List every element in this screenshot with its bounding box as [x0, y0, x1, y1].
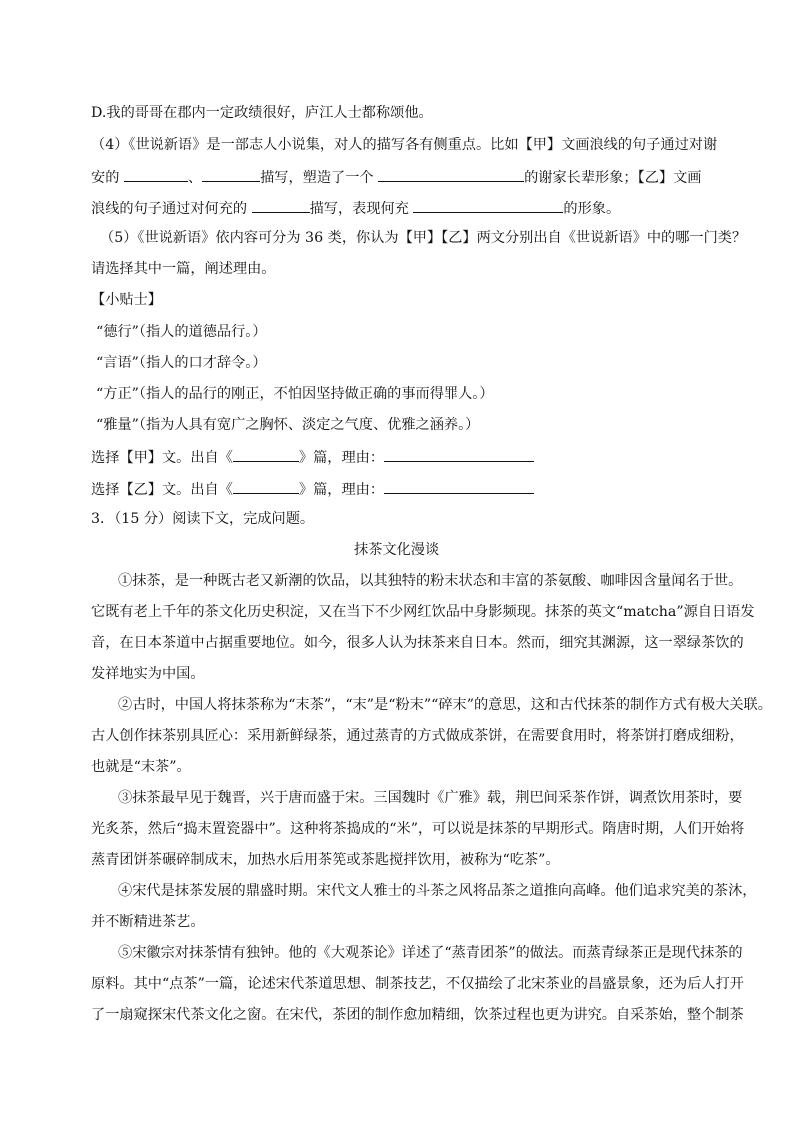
tips-heading: 【小贴士】: [91, 292, 162, 308]
selection-jia: 选择【甲】文。出自《 》篇，理由：: [91, 446, 534, 468]
paragraph-1: 它既有老上千年的茶文化历史积淀，又在当下不少网红饮品中身影频现。抹茶的英文“matcha”源自日语发: [91, 604, 755, 620]
question-4-line-1: （4）《世说新语》是一部志人小说集，对人的描写各有侧重点。比如【甲】文画浪线的句子通过对谢: [91, 137, 718, 153]
question-3-heading: 3．（15 分）阅读下文，完成问题。: [91, 511, 315, 527]
question-5-line-1: （5）《世说新语》依内容可分为 36 类，你认为【甲】【乙】两文分别出自《世说新语》中的哪一门类？: [100, 230, 747, 246]
paragraph-2: 古人创作抹茶别具匠心：采用新鲜绿茶，通过蒸青的方式做成茶饼，在需要食用时，将茶饼打磨成细粉，: [91, 728, 744, 744]
paragraph-3: 蒸青团饼茶碾碎制成末，加热水后用茶筅或茶匙搅拌饮用，被称为“吃茶”。: [91, 852, 560, 868]
paragraph-3: ③抹茶最早见于魏晋，兴于唐而盛于宋。三国魏时《广雅》载，荆巴间采茶作饼，调煮饮用茶时，要: [118, 790, 743, 806]
tip-item: “雅量”（指为人具有宽广之胸怀、淡定之气度、优雅之涵养。）: [96, 417, 480, 433]
paragraph-5: ⑤宋徽宗对抹茶情有独钟。他的《大观茶论》详述了“蒸青团茶”的做法。而蒸青绿茶正是现代抹茶的: [118, 945, 743, 961]
answer-blank[interactable]: [384, 446, 534, 462]
answer-blank[interactable]: [233, 446, 299, 462]
paragraph-5: 原料。其中“点茶”一篇，论述宋代茶道思想、制茶技艺，不仅描绘了北宋茶业的昌盛景象，还为后人打开: [91, 976, 744, 992]
question-4-line-2: 安的 、 描写，塑造了一个 的谢家长辈形象；【乙】文画: [91, 166, 701, 188]
option-d: D.我的哥哥在郡内一定政绩很好，庐江人士都称颂他。: [91, 105, 433, 121]
paragraph-2: ②古时，中国人将抹茶称为“末茶”，“末”是“粉末”“碎末”的意思，这和古代抹茶的制作方式有极大关联。: [118, 697, 772, 713]
passage-title: 抹茶文化漫谈: [354, 542, 440, 558]
answer-blank[interactable]: [384, 478, 534, 494]
selection-yi: 选择【乙】文。出自《 》篇，理由：: [91, 478, 534, 500]
answer-blank[interactable]: [413, 197, 563, 213]
paragraph-1: 音，在日本茶道中占据重要地位。如今，很多人认为抹茶来自日本。然而，细究其渊源，这一翠绿茶饮的: [91, 635, 744, 651]
answer-blank[interactable]: [124, 166, 188, 182]
answer-blank[interactable]: [202, 166, 260, 182]
paragraph-1: ①抹茶，是一种既古老又新潮的饮品，以其独特的粉末状态和丰富的茶氨酸、咖啡因含量闻名于世。: [118, 573, 743, 589]
question-5-line-2: 请选择其中一篇，阐述理由。: [91, 261, 276, 277]
paragraph-1: 发祥地实为中国。: [91, 666, 205, 682]
tip-item: “方正”（指人的品行的刚正，不怕因坚持做正确的事而得罪人。）: [96, 386, 494, 402]
paragraph-2: 也就是“末茶”。: [91, 759, 191, 775]
paragraph-4: 并不断精进茶艺。: [91, 914, 205, 930]
paragraph-5: 了一扇窥探宋代茶文化之窗。在宋代，茶团的制作愈加精细，饮茶过程也更为讲究。自采茶始，整个制茶: [91, 1007, 744, 1023]
question-4-line-3: 浪线的句子通过对何充的 描写，表现何充 的形象。: [91, 197, 620, 219]
answer-blank[interactable]: [252, 197, 310, 213]
answer-blank[interactable]: [378, 166, 524, 182]
answer-blank[interactable]: [233, 478, 299, 494]
paragraph-4: ④宋代是抹茶发展的鼎盛时期。宋代文人雅士的斗茶之风将品茶之道推向高峰。他们追求究美的茶沐，: [118, 883, 757, 899]
tip-item: “德行”（指人的道德品行。）: [96, 324, 267, 340]
paragraph-3: 光炙茶，然后“捣末置瓷器中”。这种将茶捣成的“米”，可以说是抹茶的早期形式。隋唐时期，人们开始将: [91, 821, 745, 837]
tip-item: “言语”（指人的口才辞令。）: [96, 355, 267, 371]
